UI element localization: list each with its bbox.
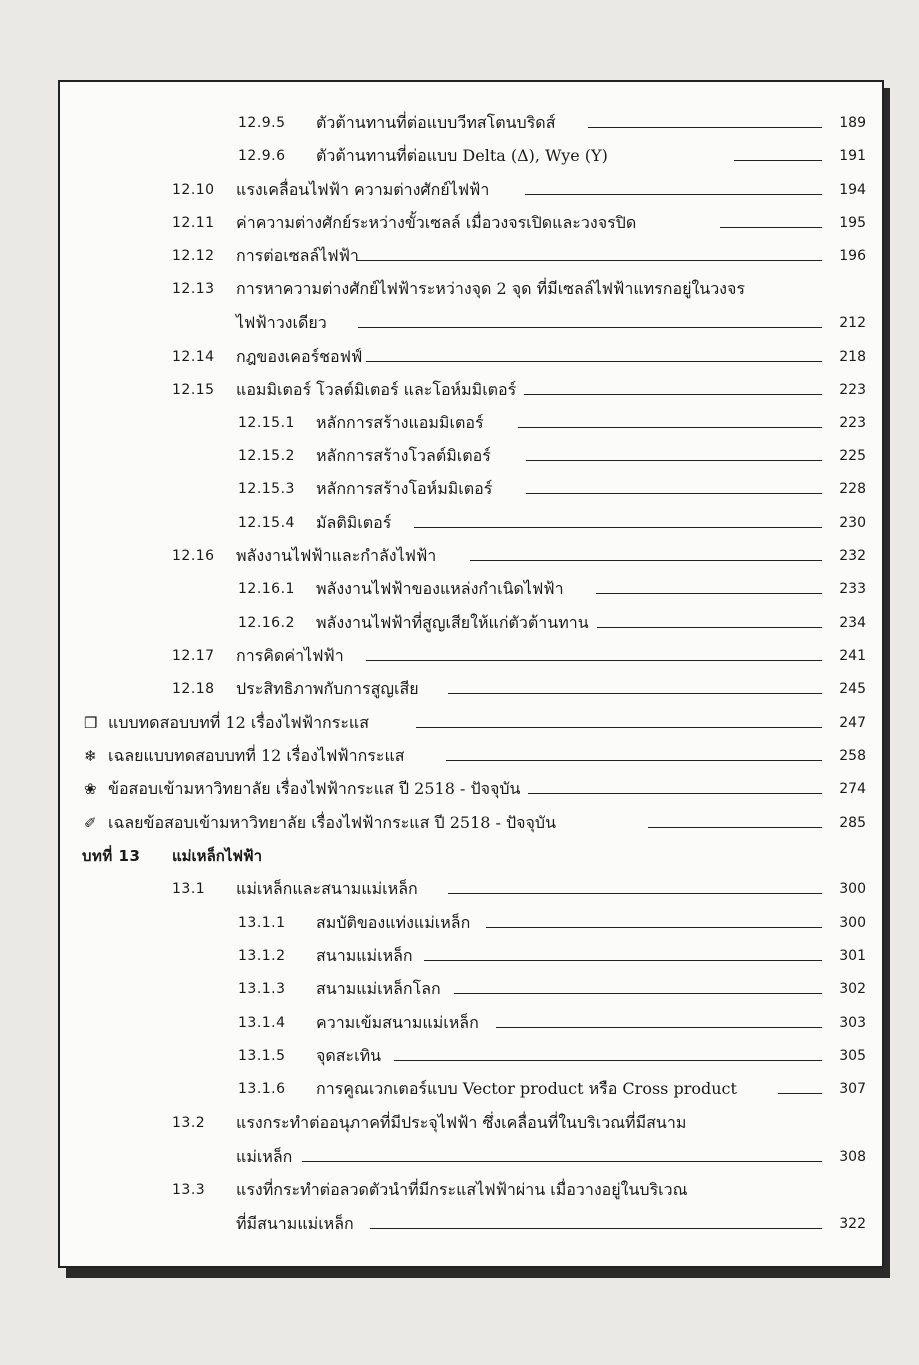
toc-entry-continuation[interactable]	[60, 306, 886, 340]
page-number: 285	[839, 815, 866, 831]
section-title: กฎของเคอร์ชอฟฟ์	[236, 347, 363, 366]
page-number: 225	[839, 448, 866, 464]
dot-leader	[525, 194, 822, 195]
section-title-continued: ที่มีสนามแม่เหล็ก	[236, 1214, 354, 1233]
page-number: 232	[839, 548, 866, 564]
page-number: 300	[839, 881, 866, 897]
toc-entry[interactable]	[60, 839, 886, 873]
page-number: 218	[839, 349, 866, 365]
dot-leader	[366, 660, 822, 661]
toc-entry[interactable]	[60, 572, 886, 606]
dot-leader	[734, 160, 822, 161]
dot-leader	[496, 1027, 822, 1028]
section-title: หลักการสร้างโอห์มมิเตอร์	[316, 479, 493, 498]
toc-entry[interactable]	[60, 373, 886, 407]
section-title: หลักการสร้างโวลต์มิเตอร์	[316, 446, 491, 465]
dot-leader	[470, 560, 822, 561]
page-number: 234	[839, 615, 866, 631]
section-number: 12.12	[172, 248, 215, 264]
toc-entry[interactable]	[60, 239, 886, 273]
section-number: 13.1.1	[238, 915, 286, 931]
section-number: 13.3	[172, 1182, 206, 1198]
dot-leader	[448, 693, 822, 694]
section-number: 12.10	[172, 182, 215, 198]
toc-entry[interactable]	[60, 1106, 886, 1140]
section-title: แบบทดสอบบทที่ 12 เรื่องไฟฟ้ากระแส	[108, 713, 369, 732]
section-title: ค่าความต่างศักย์ระหว่างขั้วเซลล์ เมื่อวงจรเปิดและวงจรปิด	[236, 213, 637, 232]
dot-leader	[596, 593, 822, 594]
section-number: 12.9.5	[238, 115, 286, 131]
page-number: 322	[839, 1216, 866, 1232]
page-number: 258	[839, 748, 866, 764]
page-number: 245	[839, 681, 866, 697]
toc-entry[interactable]	[60, 340, 886, 374]
section-number: 12.15	[172, 382, 215, 398]
section-number: 13.1.6	[238, 1081, 286, 1097]
toc-entry[interactable]	[60, 472, 886, 506]
dot-leader	[424, 960, 822, 961]
toc-entry-continuation[interactable]	[60, 1207, 886, 1241]
dot-leader	[648, 827, 822, 828]
page-number: 191	[839, 148, 866, 164]
toc-entry[interactable]	[60, 906, 886, 940]
page-number: 303	[839, 1015, 866, 1031]
section-number: 13.1.5	[238, 1048, 286, 1064]
toc-entry[interactable]	[60, 872, 886, 906]
section-title: แม่เหล็กและสนามแม่เหล็ก	[236, 879, 418, 898]
dot-leader	[454, 993, 822, 994]
bullet-icon: ❒	[84, 714, 98, 732]
section-title-continued: ไฟฟ้าวงเดียว	[236, 313, 327, 332]
toc-entry[interactable]	[60, 606, 886, 640]
toc-entry[interactable]	[60, 439, 886, 473]
section-number: 12.18	[172, 681, 215, 697]
page-number: 307	[839, 1081, 866, 1097]
toc-entry[interactable]	[60, 539, 886, 573]
section-title: มัลติมิเตอร์	[316, 513, 392, 532]
toc-entry[interactable]	[60, 1072, 886, 1106]
dot-leader	[588, 127, 822, 128]
section-title: จุดสะเทิน	[316, 1046, 382, 1065]
section-title: ความเข้มสนามแม่เหล็ก	[316, 1013, 479, 1032]
page-number: 195	[839, 215, 866, 231]
toc-entry[interactable]	[60, 806, 886, 840]
section-number: 13.1.2	[238, 948, 286, 964]
page-number: 305	[839, 1048, 866, 1064]
section-number: 13.1	[172, 881, 206, 897]
page-number: 241	[839, 648, 866, 664]
page-number: 196	[839, 248, 866, 264]
page-number: 228	[839, 481, 866, 497]
dot-leader	[358, 327, 822, 328]
section-number: 12.15.3	[238, 481, 295, 497]
section-number: 12.11	[172, 215, 215, 231]
toc-entry[interactable]	[60, 772, 886, 806]
dot-leader	[356, 260, 822, 261]
dot-leader	[524, 394, 822, 395]
section-number: 12.16.1	[238, 581, 295, 597]
section-title: เฉลยข้อสอบเข้ามหาวิทยาลัย เรื่องไฟฟ้ากระแส ปี 2518 - ปัจจุบัน	[108, 813, 556, 832]
dot-leader	[302, 1161, 822, 1162]
section-title: แม่เหล็กไฟฟ้า	[172, 847, 263, 865]
dot-leader	[597, 627, 822, 628]
section-title: ข้อสอบเข้ามหาวิทยาลัย เรื่องไฟฟ้ากระแส ปี 2518 - ปัจจุบัน	[108, 779, 521, 798]
section-title: การคิดค่าไฟฟ้า	[236, 646, 344, 665]
section-number: 12.15.1	[238, 415, 295, 431]
section-number: บทที่ 13	[82, 847, 141, 865]
page-number: 301	[839, 948, 866, 964]
toc-entry[interactable]	[60, 506, 886, 540]
section-title: ตัวต้านทานที่ต่อแบบ Delta (Δ), Wye (Y)	[316, 146, 608, 165]
dot-leader	[518, 427, 822, 428]
page-number: 308	[839, 1149, 866, 1165]
section-title-continued: แม่เหล็ก	[236, 1147, 293, 1166]
section-number: 12.15.4	[238, 515, 295, 531]
toc-entry[interactable]	[60, 406, 886, 440]
toc-page	[58, 80, 884, 1268]
dot-leader	[528, 793, 822, 794]
section-number: 12.17	[172, 648, 215, 664]
section-number: 12.9.6	[238, 148, 286, 164]
toc-entry[interactable]	[60, 1039, 886, 1073]
dot-leader	[526, 460, 822, 461]
dot-leader	[778, 1093, 822, 1094]
dot-leader	[720, 227, 822, 228]
page-number: 230	[839, 515, 866, 531]
section-number: 12.15.2	[238, 448, 295, 464]
section-title: พลังงานไฟฟ้าของแหล่งกำเนิดไฟฟ้า	[316, 579, 564, 598]
dot-leader	[366, 361, 822, 362]
page-number: 274	[839, 781, 866, 797]
section-title: แอมมิเตอร์ โวลต์มิเตอร์ และโอห์มมิเตอร์	[236, 380, 517, 399]
page-number: 194	[839, 182, 866, 198]
page-number: 223	[839, 415, 866, 431]
section-title: แรงที่กระทำต่อลวดตัวนำที่มีกระแสไฟฟ้าผ่าน เมื่อวางอยู่ในบริเวณ	[236, 1180, 688, 1199]
dot-leader	[448, 893, 822, 894]
toc-entry-continuation[interactable]	[60, 1140, 886, 1174]
bullet-icon: ❀	[84, 780, 97, 798]
toc-entry[interactable]	[60, 972, 886, 1006]
toc-entry[interactable]	[60, 173, 886, 207]
section-number: 12.16.2	[238, 615, 295, 631]
bullet-icon: ❄	[84, 747, 97, 765]
section-number: 13.1.4	[238, 1015, 286, 1031]
section-title: สนามแม่เหล็กโลก	[316, 979, 441, 998]
dot-leader	[416, 727, 822, 728]
section-title: แรงเคลื่อนไฟฟ้า ความต่างศักย์ไฟฟ้า	[236, 180, 490, 199]
toc-entry[interactable]	[60, 706, 886, 740]
section-title: การหาความต่างศักย์ไฟฟ้าระหว่างจุด 2 จุด ที่มีเซลล์ไฟฟ้าแทรกอยู่ในวงจร	[236, 279, 745, 298]
page-number: 189	[839, 115, 866, 131]
bullet-icon: ✐	[84, 814, 97, 832]
dot-leader	[414, 527, 822, 528]
toc-entry[interactable]	[60, 206, 886, 240]
toc-entry[interactable]	[60, 1006, 886, 1040]
page-number: 212	[839, 315, 866, 331]
toc-entry[interactable]	[60, 106, 886, 140]
section-title: เฉลยแบบทดสอบบทที่ 12 เรื่องไฟฟ้ากระแส	[108, 746, 405, 765]
page-number: 223	[839, 382, 866, 398]
dot-leader	[370, 1228, 822, 1229]
section-title: ประสิทธิภาพกับการสูญเสีย	[236, 679, 419, 698]
section-title: ตัวต้านทานที่ต่อแบบวีทสโตนบริดส์	[316, 113, 556, 132]
section-number: 12.16	[172, 548, 215, 564]
toc-entry[interactable]	[60, 639, 886, 673]
section-title: พลังงานไฟฟ้าที่สูญเสียให้แก่ตัวต้านทาน	[316, 613, 589, 632]
section-title: สมบัติของแท่งแม่เหล็ก	[316, 913, 471, 932]
section-title: แรงกระทำต่ออนุภาคที่มีประจุไฟฟ้า ซึ่งเคลื่อนที่ในบริเวณที่มีสนาม	[236, 1113, 687, 1132]
section-number: 12.13	[172, 281, 215, 297]
toc-entry[interactable]	[60, 272, 886, 306]
page-number: 247	[839, 715, 866, 731]
section-title: การต่อเซลล์ไฟฟ้า	[236, 246, 359, 265]
dot-leader	[526, 493, 822, 494]
page-number: 300	[839, 915, 866, 931]
dot-leader	[446, 760, 822, 761]
section-title: สนามแม่เหล็ก	[316, 946, 413, 965]
section-title: พลังงานไฟฟ้าและกำลังไฟฟ้า	[236, 546, 437, 565]
dot-leader	[486, 927, 822, 928]
section-number: 13.2	[172, 1115, 206, 1131]
toc-entry[interactable]	[60, 1173, 886, 1207]
section-title: หลักการสร้างแอมมิเตอร์	[316, 413, 484, 432]
section-number: 13.1.3	[238, 981, 286, 997]
page-number: 302	[839, 981, 866, 997]
dot-leader	[394, 1060, 822, 1061]
toc-entry[interactable]	[60, 672, 886, 706]
toc-entry[interactable]	[60, 939, 886, 973]
section-title: การคูณเวกเตอร์แบบ Vector product หรือ Cross product	[316, 1079, 737, 1098]
toc-entry[interactable]	[60, 139, 886, 173]
toc-entry[interactable]	[60, 739, 886, 773]
page-number: 233	[839, 581, 866, 597]
section-number: 12.14	[172, 349, 215, 365]
